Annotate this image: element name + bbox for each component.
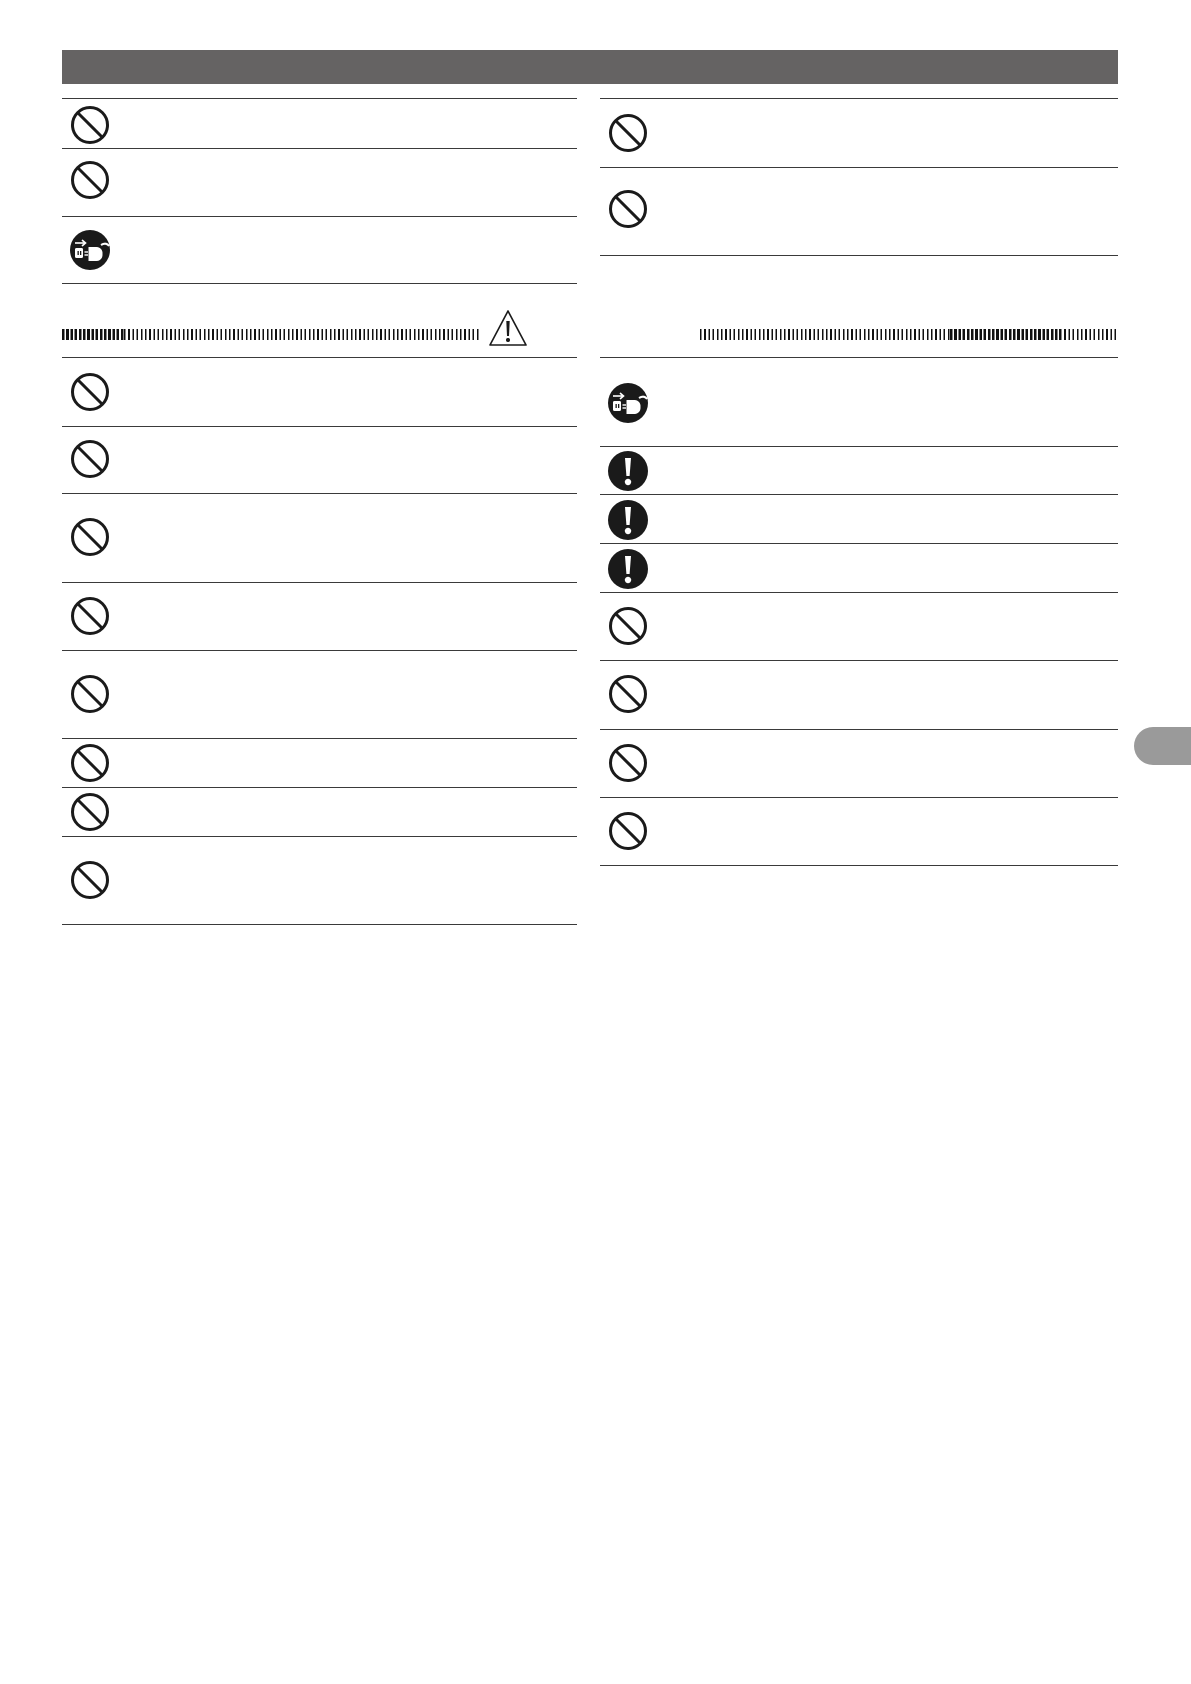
prohibition-icon: [70, 674, 110, 714]
section-divider: [700, 329, 950, 340]
prohibition-icon: [70, 860, 110, 900]
prohibition-icon: [70, 743, 110, 783]
left-caution-list: [62, 357, 577, 925]
unplug-icon: [608, 383, 648, 423]
right-top-list: [600, 98, 1118, 258]
prohibition-icon: [608, 189, 648, 229]
prohibition-icon: [70, 372, 110, 412]
prohibition-icon: [70, 792, 110, 832]
prohibition-icon: [70, 160, 110, 200]
prohibition-icon: [70, 596, 110, 636]
list-item: [62, 739, 577, 788]
list-item: [600, 593, 1118, 661]
list-item: [600, 98, 1118, 168]
prohibition-icon: [70, 439, 110, 479]
left-top-list: [62, 98, 577, 285]
list-item: [62, 583, 577, 651]
list-item: [62, 788, 577, 837]
list-item: [600, 446, 1118, 495]
list-item: [600, 730, 1118, 798]
prohibition-icon: [608, 674, 648, 714]
list-item: [600, 798, 1118, 866]
section-divider: [1060, 329, 1118, 340]
list-item: [62, 837, 577, 925]
list-item: [62, 357, 577, 427]
list-item: [62, 217, 577, 284]
caution-divider-bold: [62, 329, 124, 340]
prohibition-icon: [608, 113, 648, 153]
right-section-list: [600, 357, 1118, 869]
section-header-bar: [62, 50, 1118, 84]
mandatory-action-icon: [608, 549, 648, 589]
prohibition-icon: [608, 811, 648, 851]
mandatory-action-icon: [608, 500, 648, 540]
list-item: [600, 661, 1118, 730]
caution-divider: [124, 329, 479, 340]
unplug-icon: [70, 230, 110, 270]
section-divider-bold: [950, 329, 1060, 340]
list-item: [62, 148, 577, 217]
side-index-tab: [1134, 727, 1191, 765]
list-item: [62, 651, 577, 739]
caution-triangle-icon: [488, 309, 528, 347]
prohibition-icon: [608, 743, 648, 783]
prohibition-icon: [70, 517, 110, 557]
prohibition-icon: [70, 105, 110, 145]
prohibition-icon: [608, 606, 648, 646]
list-item: [600, 495, 1118, 544]
list-item: [62, 98, 577, 149]
mandatory-action-icon: [608, 451, 648, 491]
list-item: [600, 167, 1118, 256]
list-item: [62, 426, 577, 494]
list-item: [600, 357, 1118, 447]
list-item: [600, 544, 1118, 593]
list-item: [62, 494, 577, 583]
